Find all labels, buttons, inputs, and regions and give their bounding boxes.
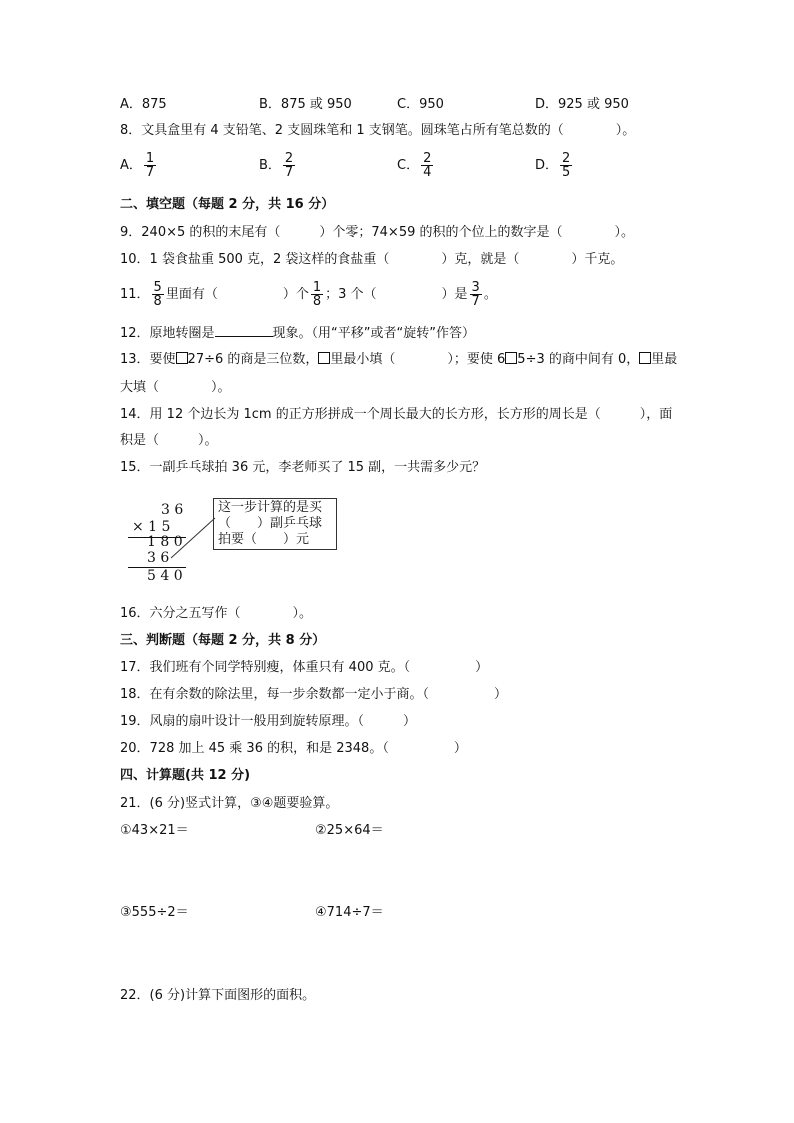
q8-option-d [535,152,574,179]
bubble-line-1: 这一步计算的是买 [218,500,323,515]
q21-text: 21．(6 分)竖式计算，③④题要验算。 [120,796,339,811]
q20-text: 20．728 加上 45 乘 36 的积，和是 2348。（ ） [120,741,467,756]
fraction [560,152,572,179]
q13-part: 5÷3 的商中间有 0， [517,352,640,367]
bubble-line-3: 拍要（ ）元 [218,532,310,547]
q8-option-b [259,152,297,179]
fraction [152,281,164,308]
q15-text: 15．一副乒乓球拍 36 元，李老师买了 15 副，一共需多少元？ [120,460,486,475]
q11-middle-2: ；3 个（ ）是 [325,287,468,302]
answer-underline [215,324,273,337]
fraction [421,152,433,179]
option-label: D． [535,158,559,173]
option-label: C． [397,158,420,173]
q13-part: 里最小填（ ）；要使 6 [330,352,506,367]
q14-line-2: 积是（ ）。 [120,433,218,448]
q12-text [120,324,475,343]
q9-text: 9．240×5 的积的末尾有（ ）个零；74×59 的积的个位上的数字是（ ）。 [120,225,634,240]
q7-option-c: C．950 [397,97,444,112]
fraction [144,152,156,179]
calc-row-2: × 1 5 [132,519,171,535]
q16-text: 16．六分之五写作（ ）。 [120,606,313,621]
q11-end: 。 [483,287,497,302]
numerator: 2 [423,151,432,166]
q12-post: 现象。（用“平移”或者“旋转”作答） [272,326,475,341]
numerator: 2 [562,151,571,166]
q8-option-a [120,152,158,179]
q21-item-4: ④714÷7＝ [315,905,384,920]
q19-text: 19．风扇的扇叶设计一般用到旋转原理。（ ） [120,714,417,729]
annotation-bubble [213,498,337,550]
q18-text: 18．在有余数的除法里，每一步余数都一定小于商。（ ） [120,687,508,702]
q13-line-1 [120,351,677,369]
q11-prefix: 11． [120,287,150,302]
q13-part: 27÷6 的商是三位数， [187,352,319,367]
q7-option-a: A．875 [120,97,167,112]
blank-square-icon [639,352,651,364]
denominator: 4 [423,165,432,180]
section-3-heading: 三、判断题（每题 2 分，共 8 分） [120,633,326,648]
option-label: A． [120,158,142,173]
q12-pre: 12．原地转圈是 [120,326,215,341]
blank-square-icon [505,352,517,364]
q8-text: 8．文具盒里有 4 支铅笔、2 支圆珠笔和 1 支钢笔。圆珠笔占所有笔总数的（ ）。 [120,123,636,138]
denominator: 8 [153,294,162,309]
denominator: 7 [284,165,294,180]
q7-option-d: D．925 或 950 [535,97,629,112]
q21-item-1: ①43×21＝ [120,823,189,838]
q8-option-c [397,152,435,179]
blank-square-icon [318,352,330,364]
numerator: 5 [153,280,162,295]
q13-part: 13．要使 [120,352,176,367]
q7-option-b: B．875 或 950 [259,97,352,112]
fraction [283,152,295,179]
calc-row-3: 1 8 0 [147,534,183,550]
fraction [311,281,323,308]
option-label: B． [259,158,281,173]
denominator: 7 [471,294,480,309]
q11-middle-1: 里面有（ ）个 [165,287,309,302]
q22-text: 22．(6 分)计算下面图形的面积。 [120,988,316,1003]
q21-item-3: ③555÷2＝ [120,905,189,920]
q14-line-1: 14．用 12 个边长为 1cm 的正方形拼成一个周长最大的长方形，长方形的周长是（ ），面 [120,407,673,422]
calc-row-5: 5 4 0 [147,568,183,584]
denominator: 8 [312,294,322,309]
blank-square-icon [176,352,188,364]
denominator: 5 [562,165,571,180]
q11-text [120,281,497,308]
calc-row-1: 3 6 [161,502,184,518]
q13-line-2: 大填（ ）。 [120,380,231,395]
numerator: 1 [145,151,155,166]
bubble-line-2: （ ）副乒乓球 [218,516,323,531]
numerator: 1 [312,280,322,295]
q21-item-2: ②25×64＝ [315,823,384,838]
q17-text: 17．我们班有个同学特别瘦，体重只有 400 克。（ ） [120,660,489,675]
numerator: 3 [471,280,480,295]
q10-text: 10．1 袋食盐重 500 克，2 袋这样的食盐重（ ）克，就是（ ）千克。 [120,252,624,267]
fraction [470,281,482,308]
calc-row-4: 3 6 [147,550,170,566]
denominator: 7 [145,165,155,180]
section-2-heading: 二、填空题（每题 2 分，共 16 分） [120,197,335,212]
q13-part: 里最 [651,352,678,367]
section-4-heading: 四、计算题(共 12 分) [120,768,251,783]
numerator: 2 [284,151,294,166]
